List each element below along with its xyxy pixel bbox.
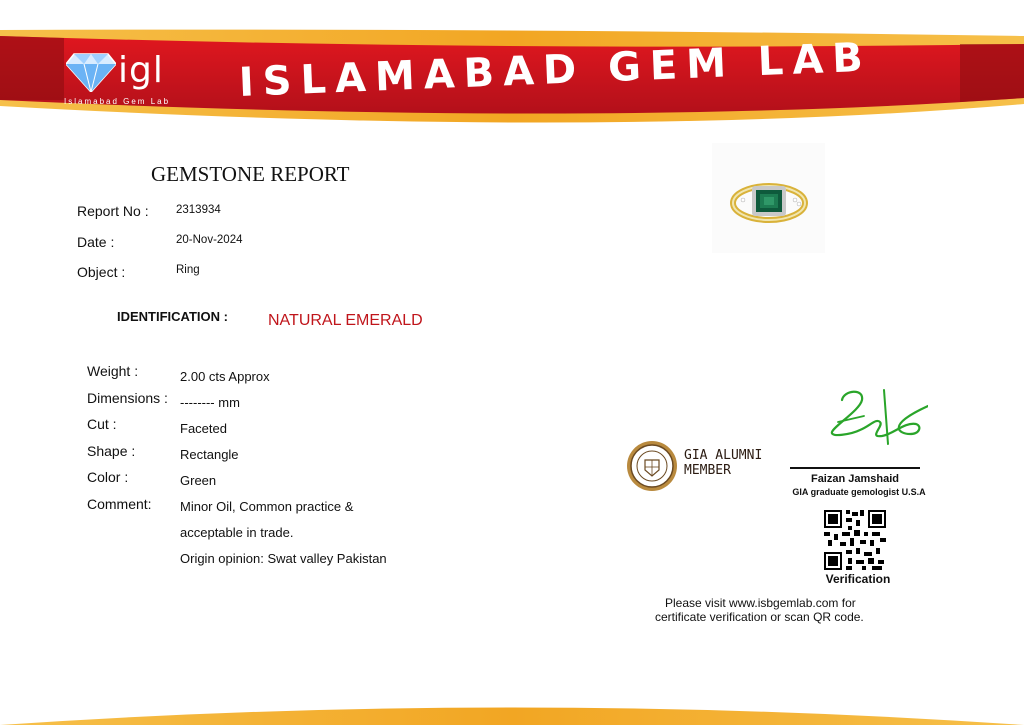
signer-name: Faizan Jamshaid (810, 473, 900, 485)
identification-label: IDENTIFICATION : (117, 309, 228, 324)
spec-value-cut: Faceted (180, 421, 227, 436)
footer-band (0, 690, 1024, 725)
spec-value-color: Green (180, 473, 217, 488)
signature-line (790, 467, 920, 469)
visit-instructions-line2: certificate verification or scan QR code. (655, 610, 864, 624)
brand-title: ISLAMABAD GEM LAB (238, 34, 873, 106)
identification-value: NATURAL EMERALD (268, 312, 423, 329)
verification-caption: Verification (825, 572, 891, 586)
signature-mark (824, 386, 928, 448)
date-value: 20-Nov-2024 (176, 234, 243, 246)
visit-instructions-line1: Please visit www.isbgemlab.com for (665, 596, 856, 610)
report-no-value: 2313934 (176, 204, 221, 216)
comment-line-3: Origin opinion: Swat valley Pakistan (180, 551, 387, 566)
object-value: Ring (176, 264, 200, 276)
spec-label-color: Color : (87, 469, 129, 485)
spec-label-cut: Cut : (87, 416, 117, 432)
ring-photo (712, 143, 825, 253)
report-no-label: Report No : (77, 203, 149, 219)
comment-line-2: acceptable in trade. (180, 525, 294, 540)
gia-alumni-text: GIA ALUMNI (684, 448, 763, 463)
object-label: Object : (77, 264, 126, 280)
spec-value-weight: 2.00 cts Approx (180, 369, 270, 384)
date-label: Date : (77, 234, 115, 250)
spec-label-comment: Comment: (87, 496, 152, 512)
spec-value-shape: Rectangle (180, 447, 239, 462)
report-title: GEMSTONE REPORT (151, 162, 350, 186)
gia-seal-icon (626, 440, 678, 492)
spec-value-dimensions: -------- mm (180, 395, 240, 410)
qr-code-icon[interactable] (824, 510, 886, 570)
spec-label-dimensions: Dimensions : (87, 390, 168, 406)
diamond-logo-icon (66, 50, 116, 92)
logo-wordmark: igl (118, 50, 164, 91)
logo-subtitle: Islamabad Gem Lab (64, 97, 171, 106)
gia-member-text: MEMBER (684, 463, 731, 478)
signer-title: GIA graduate gemologist U.S.A (792, 487, 926, 497)
spec-label-weight: Weight : (87, 363, 139, 379)
spec-label-shape: Shape : (87, 443, 136, 459)
spec-value-comment: Minor Oil, Common practice & (180, 499, 354, 514)
